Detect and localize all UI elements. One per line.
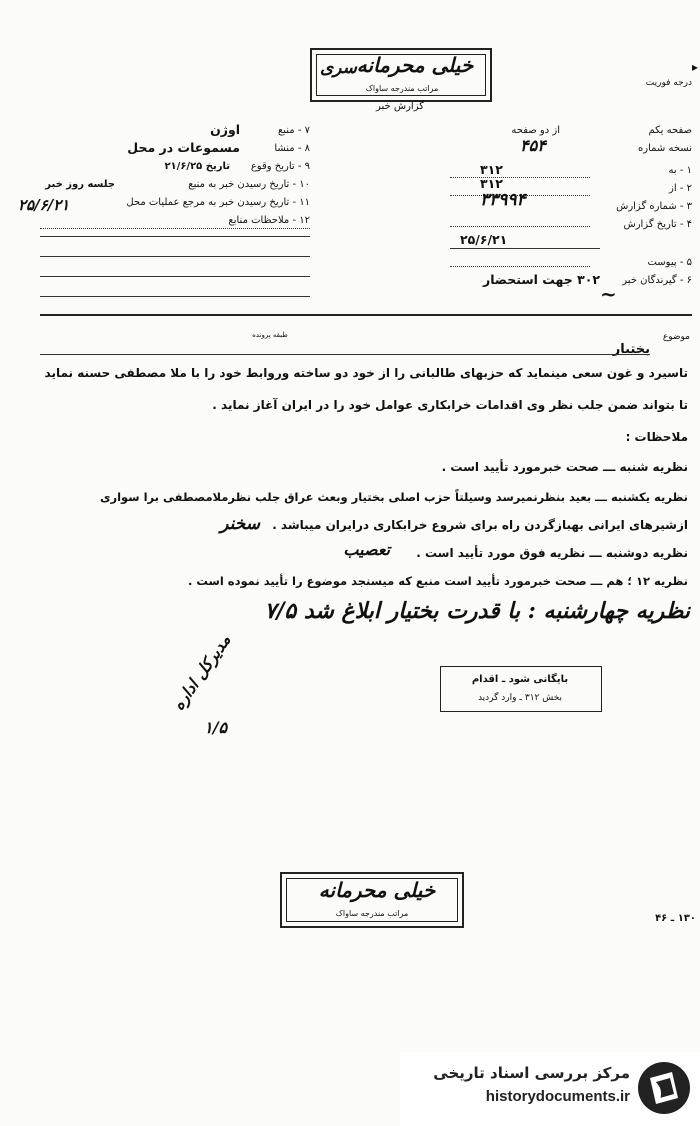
page-number: ۱۳۰ ـ ۴۶ — [655, 913, 696, 924]
right-field-label: ۴ - تاریخ گزارش — [623, 219, 692, 230]
bottom-stamp-main-text: خیلی محرمانه — [318, 878, 436, 902]
right-field-label: نسخه شماره — [638, 143, 692, 154]
right-field-label: صفحه یکم — [648, 125, 692, 136]
right-field-value: ۳۰۲ جهت استحضار — [483, 272, 600, 287]
left-field-value: اوژن — [210, 122, 240, 137]
left-field-label: ۷ - منبع — [277, 125, 310, 136]
left-field-label: ۱۱ - تاریخ رسیدن خبر به مرجع عملیات محل — [126, 197, 310, 208]
left-field-label: ۹ - تاریخ وقوع — [250, 161, 310, 172]
form-line — [40, 236, 310, 237]
left-field-value: تاریخ ۲۱/۶/۲۵ — [164, 161, 230, 172]
right-field-value: ۳۱۲ — [480, 176, 503, 191]
right-field-label: ۱ - به — [668, 165, 692, 176]
left-field-label: ۱۲ - ملاحظات منابع — [228, 215, 310, 226]
remarks-heading: ملاحظات : — [625, 430, 688, 444]
right-field-label: ۵ - پیوست — [647, 257, 692, 268]
bottom-stamp-sub: مراتب مندرجه ساواک — [335, 909, 409, 918]
handwritten-margin-note: تعصیب — [343, 540, 390, 559]
left-field-value: ۲۵/۶/۲۱ — [18, 196, 70, 214]
divider-line — [40, 314, 692, 316]
left-field-label: ۸ - منشا — [274, 143, 310, 154]
form-line — [40, 296, 310, 297]
footer-org-name: مرکز بررسی اسناد تاریخی — [433, 1064, 630, 1082]
remark-line: نظریه ۱۲ ؛ هم ـــ صحت خبرمورد تأیید است منبع که میسنجد موضوع را تأیید نموده است . — [187, 574, 688, 588]
center-stamp-line2: بخش ۳۱۲ ـ وارد گردید — [477, 693, 563, 703]
top-classification-stamp — [310, 48, 492, 102]
body-paragraph: تاسیرد و غون سعی مینماید که حزبهای طالبانی را از خود دو ساخته وروابط خود را با ملا مصطفی حسنه نماید — [44, 366, 688, 380]
right-field-label: ۲ - از — [669, 183, 692, 194]
handwritten-scribble: ~ — [600, 282, 617, 306]
remark-line: نظریه یکشنبه ـــ بعید بنظرنمیرسد وسیلتاً حزب اصلی بختیار وبعث عراق جلب نظرملامصطفی برا سواری — [99, 490, 688, 504]
right-field-label: ۳ - شماره گزارش — [616, 201, 692, 212]
remark-line: نظریه شنبه ـــ صحت خبرمورد تأیید است . — [441, 460, 688, 474]
dotted-line — [40, 228, 310, 229]
footer-watermark — [400, 1052, 700, 1126]
document-logo-icon — [636, 1060, 692, 1116]
remark-line: نظریه دوشنبه ـــ نظریه فوق مورد تأیید است . — [416, 546, 688, 560]
right-field-label: ۶ - گیرندگان خبر — [622, 275, 692, 286]
subject-small-note: طبقه پرونده — [252, 331, 288, 339]
classification-label: درجه فوریت — [645, 78, 692, 88]
report-title: گزارش خبر — [376, 101, 424, 112]
top-stamp-sub: مراتب مندرجه ساواک — [365, 84, 439, 93]
handwritten-signature-number: ۱/۵ — [204, 718, 228, 737]
left-field-value: جلسه روز خبر — [45, 179, 115, 190]
subject-value: بختیار — [612, 342, 650, 357]
handwritten-signature: مدیرکل اداره — [168, 630, 235, 714]
right-field-value: ۳۱۲ — [480, 162, 503, 177]
right-field-value: ۲۵/۶/۲۱ — [460, 232, 508, 247]
top-stamp-main-text: خیلی محرمانه — [356, 53, 474, 77]
form-line — [40, 276, 310, 277]
top-stamp-word: سری — [320, 58, 357, 78]
right-field-value: ۴۵۴ — [520, 136, 546, 155]
bottom-classification-stamp — [280, 872, 464, 928]
body-paragraph: تا بتواند ضمن جلب نظر وی اقدامات خرابکاری عوامل خود را در ایران آغاز نماید . — [212, 398, 688, 412]
handwritten-note: نظریه چهارشنبه : با قدرت بختیار ابلاغ شد ۷/۵ — [264, 598, 690, 624]
footer-site-url: historydocuments.ir — [485, 1088, 630, 1105]
subject-line — [40, 354, 650, 355]
dotted-line — [450, 266, 590, 267]
left-field-label: ۱۰ - تاریخ رسیدن خبر به منبع — [188, 179, 310, 190]
page-edge-arrow-icon: ▸ — [691, 60, 698, 74]
center-stamp — [440, 666, 602, 712]
form-line — [40, 256, 310, 257]
right-field-value: از دو صفحه — [511, 125, 560, 136]
remark-line: ازشیرهای ایرانی بهبازگردن راه برای شروع خرابکاری درایران میباشد . — [272, 518, 688, 532]
dotted-line — [450, 226, 590, 227]
handwritten-margin-note: سخنر — [220, 514, 260, 534]
right-field-value: ۳۳۹۹۴ — [480, 190, 526, 210]
center-stamp-line1: بایگانی شود ـ اقدام — [471, 674, 569, 685]
subject-label: موضوع — [662, 332, 690, 342]
left-field-value: مسموعات در محل — [127, 140, 240, 155]
form-line — [450, 248, 600, 249]
